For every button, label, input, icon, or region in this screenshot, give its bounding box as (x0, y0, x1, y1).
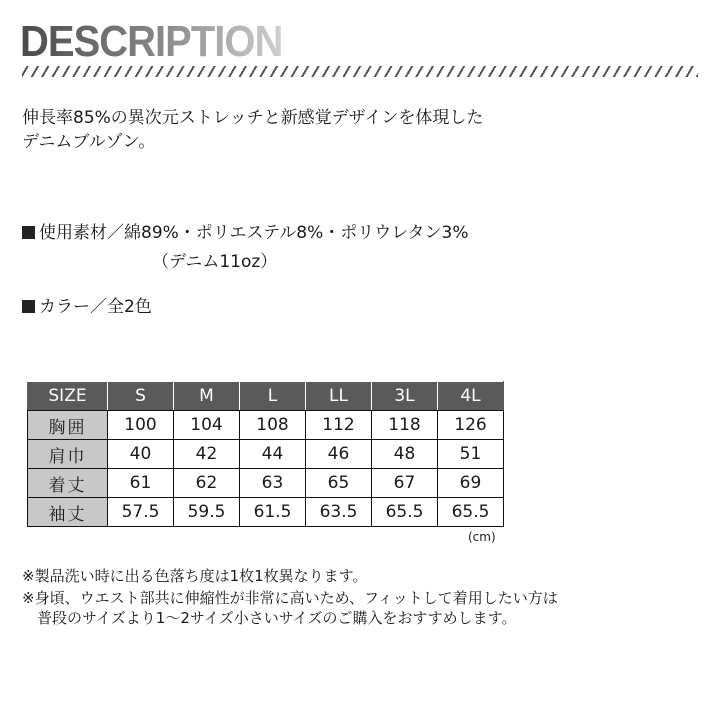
row-label: 着丈 (28, 469, 108, 498)
table-cell: 63.5 (306, 498, 372, 527)
table-cell: 63 (240, 469, 306, 498)
row-label: 肩巾 (28, 440, 108, 469)
color-label: カラー／ (39, 297, 107, 317)
table-cell: 61 (108, 469, 174, 498)
table-cell: 57.5 (108, 498, 174, 527)
table-cell: 40 (108, 440, 174, 469)
table-cell: 48 (372, 440, 438, 469)
note-3: 普段のサイズより1～2サイズ小さいサイズのご購入をおすすめします。 (22, 609, 517, 627)
table-cell: 51 (438, 440, 504, 469)
material-label: 使用素材／ (39, 223, 124, 243)
description (22, 106, 483, 154)
square-bullet-icon (22, 226, 35, 239)
table-cell: 46 (306, 440, 372, 469)
material-spec (22, 218, 469, 248)
row-label: 袖丈 (28, 498, 108, 527)
size-header-cell: SIZE (28, 382, 108, 411)
table-cell: 100 (108, 411, 174, 440)
table-cell: 69 (438, 469, 504, 498)
size-table (27, 381, 504, 527)
size-header-cell: L (240, 382, 306, 411)
table-cell: 112 (306, 411, 372, 440)
table-cell: 118 (372, 411, 438, 440)
table-cell: 104 (174, 411, 240, 440)
table-cell: 59.5 (174, 498, 240, 527)
table-cell: 126 (438, 411, 504, 440)
hatched-divider (22, 66, 698, 77)
note-1: ※製品洗い時に出る色落ち度は1枚1枚異なります。 (22, 567, 368, 585)
table-row (28, 469, 504, 498)
description-line-1: 伸長率85%の異次元ストレッチと新感覚デザインを体現した (22, 108, 484, 128)
material-value: 綿89%・ポリエステル8%・ポリウレタン3% (124, 223, 469, 243)
color-value: 全2色 (107, 297, 152, 317)
size-header-cell: S (108, 382, 174, 411)
table-cell: 65.5 (372, 498, 438, 527)
size-header-cell: M (174, 382, 240, 411)
table-row (28, 411, 504, 440)
size-header-cell: LL (306, 382, 372, 411)
table-cell: 42 (174, 440, 240, 469)
page-title: DESCRIPTION (20, 14, 282, 70)
note-2: ※身頃、ウエスト部共に伸縮性が非常に高いため、フィットして着用したい方は (22, 589, 558, 607)
table-cell: 62 (174, 469, 240, 498)
table-cell: 65.5 (438, 498, 504, 527)
table-cell: 65 (306, 469, 372, 498)
size-header-row (28, 382, 504, 411)
table-cell: 67 (372, 469, 438, 498)
row-label: 胸囲 (28, 411, 108, 440)
unit-label: (cm) (468, 530, 496, 544)
table-cell: 44 (240, 440, 306, 469)
table-row (28, 440, 504, 469)
size-header-cell: 4L (438, 382, 504, 411)
color-spec (22, 292, 152, 322)
description-line-2: デニムブルゾン。 (22, 132, 156, 152)
table-cell: 61.5 (240, 498, 306, 527)
table-row (28, 498, 504, 527)
table-cell: 108 (240, 411, 306, 440)
square-bullet-icon (22, 300, 35, 313)
material-sub: （デニム11oz） (152, 252, 278, 272)
size-header-cell: 3L (372, 382, 438, 411)
